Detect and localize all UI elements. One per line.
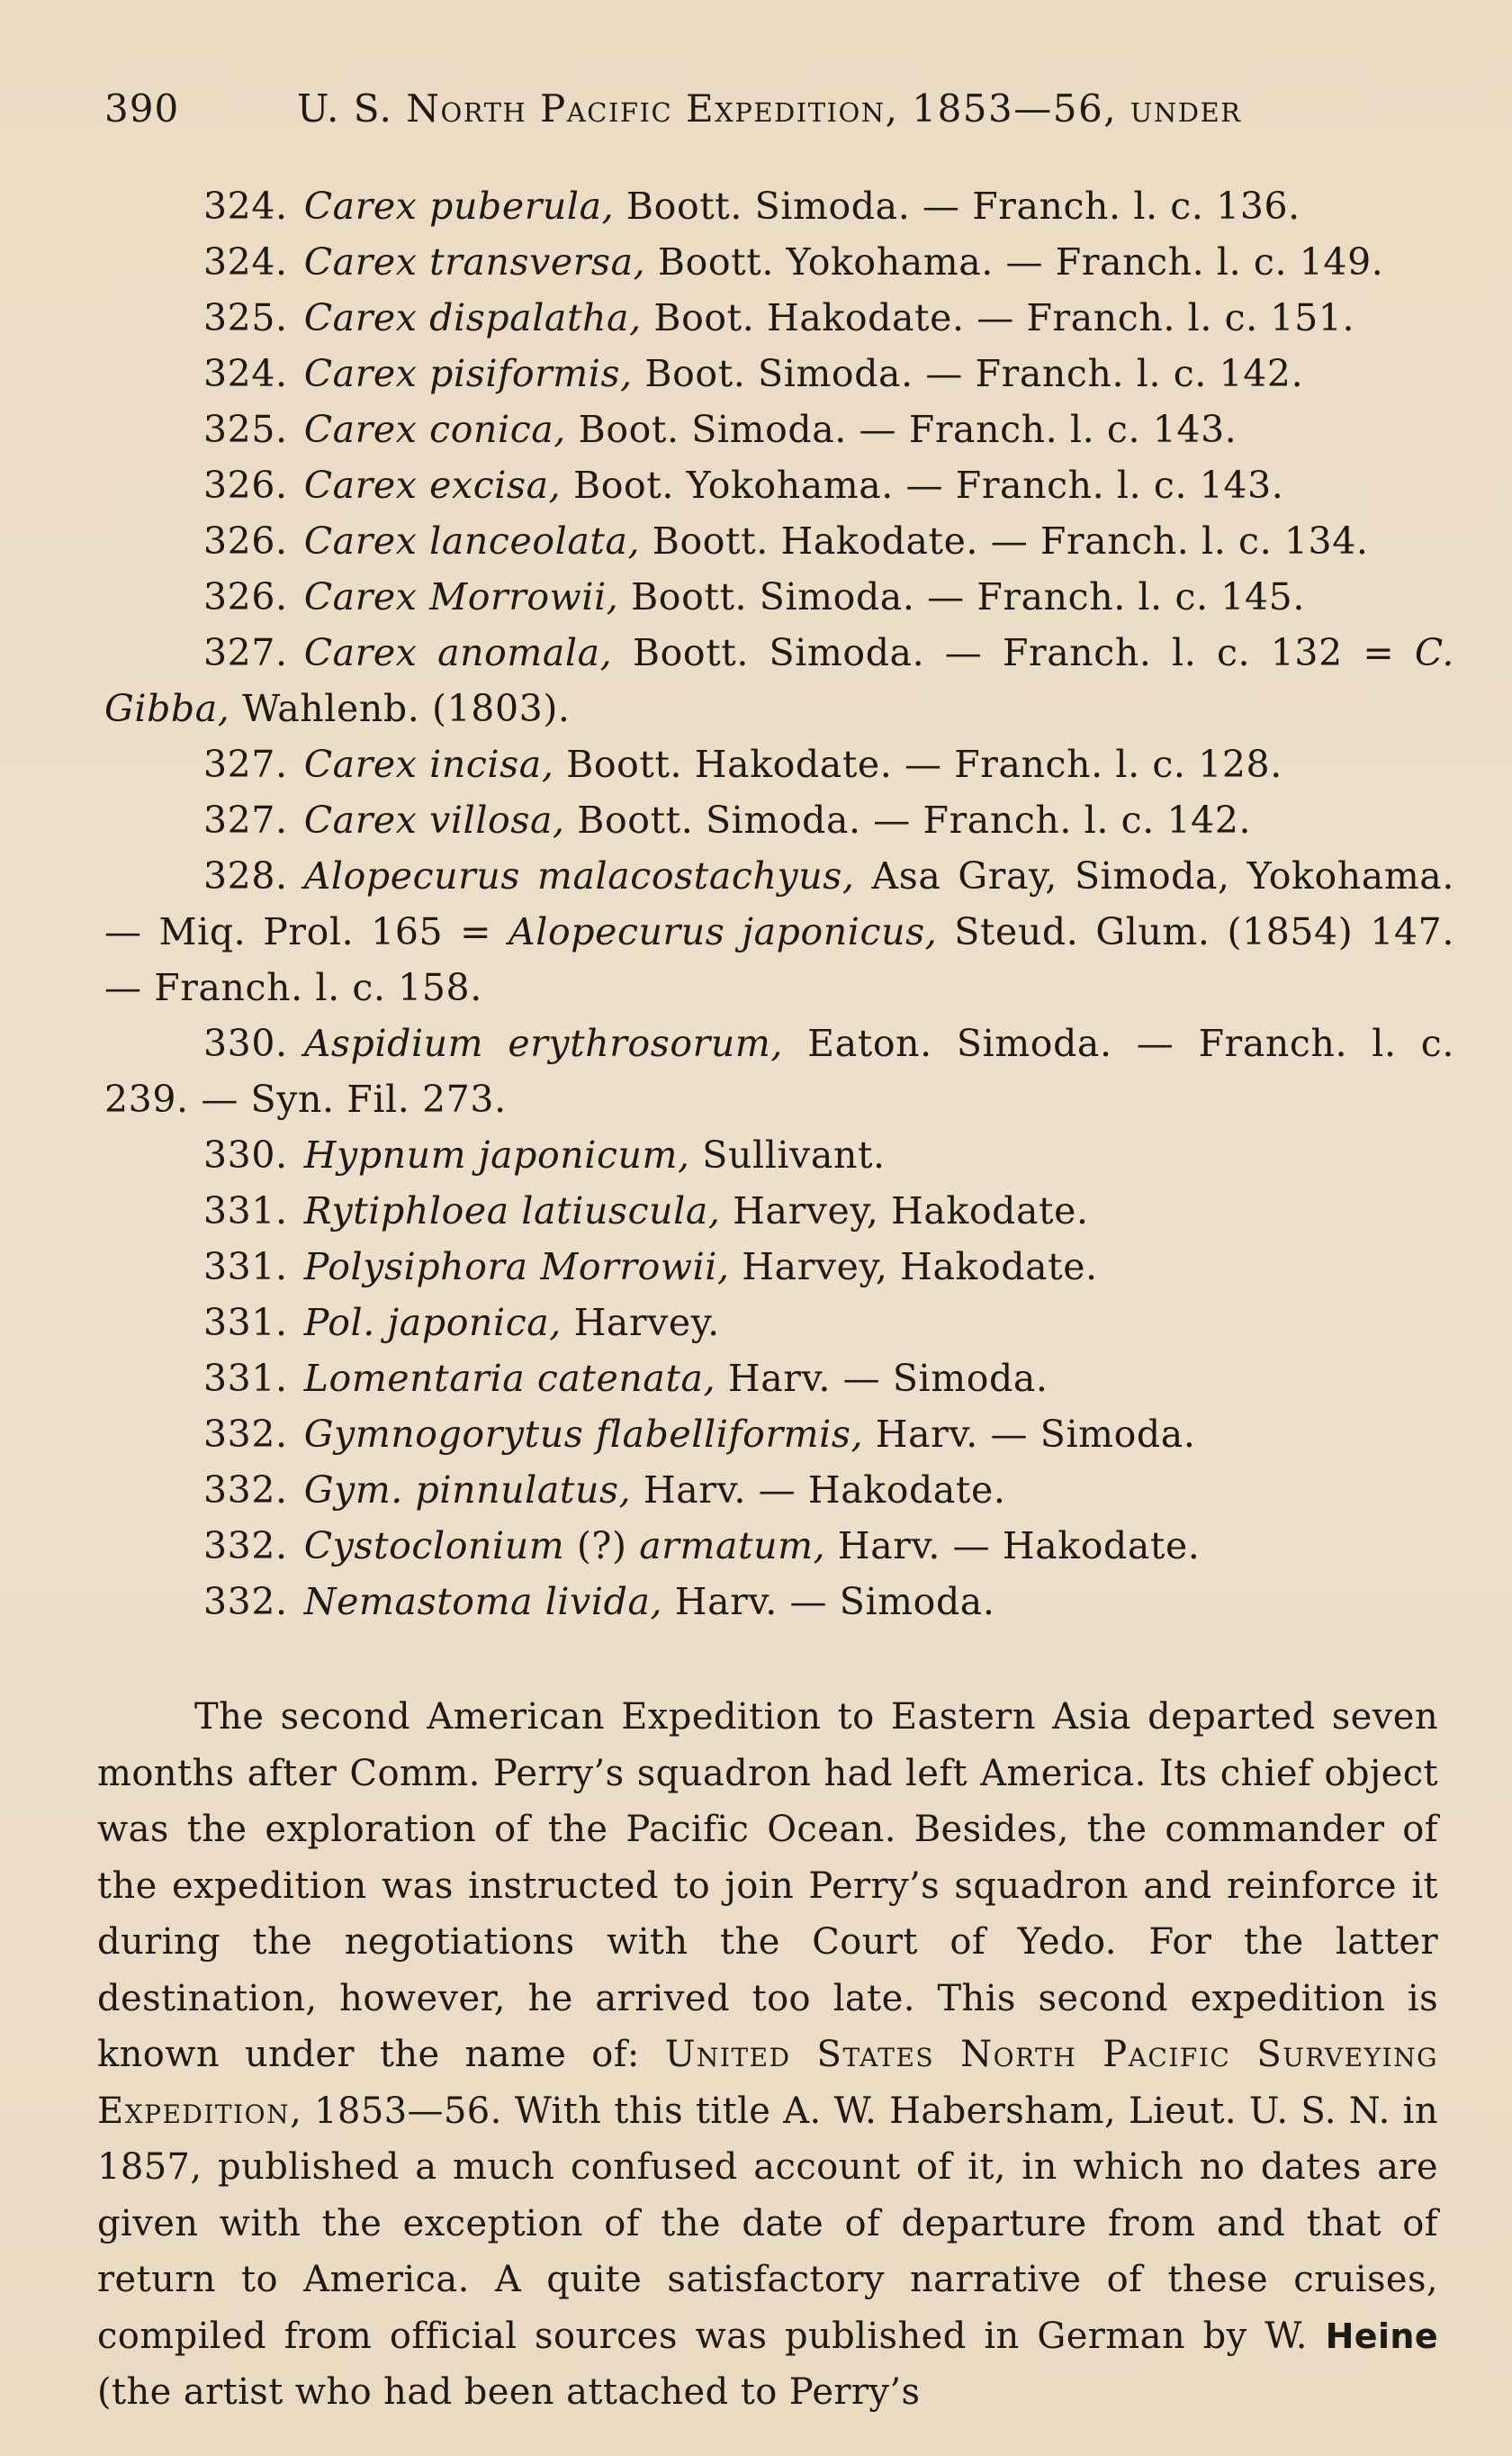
page-number: 390 — [104, 86, 180, 131]
entry-text: Harvey, Hakodate. — [720, 1189, 1089, 1233]
species-name: Gymnogorytus flabelliformis, — [303, 1413, 864, 1456]
entry-number: 326. — [203, 519, 288, 563]
entry-text: Boott. Simoda. — Franch. l. c. 132 = — [612, 631, 1415, 674]
entry-number: 331. — [203, 1189, 288, 1233]
species-name: Gym. pinnulatus, — [303, 1468, 632, 1512]
species-name: Lomentaria catenata, — [303, 1357, 716, 1400]
list-item — [104, 1350, 1454, 1406]
entry-number: 331. — [203, 1357, 288, 1400]
list-item — [104, 178, 1454, 234]
list-item — [104, 625, 1454, 736]
entry-text: Boott. Hakodate. — Franch. l. c. 134. — [640, 519, 1369, 563]
species-name: Carex excisa, — [303, 464, 562, 507]
species-name: Polysiphora Morrowii, — [303, 1245, 730, 1288]
paragraph-text-3: (the artist who had been attached to Perry’s — [97, 2371, 921, 2413]
body-paragraph — [97, 1689, 1438, 2421]
list-item — [104, 1295, 1454, 1350]
species-list — [104, 178, 1454, 1630]
species-name-secondary: armatum, — [639, 1524, 826, 1567]
list-item — [104, 234, 1454, 290]
entry-number: 332. — [203, 1524, 288, 1567]
entry-text: Harv. — Simoda. — [662, 1580, 995, 1623]
entry-text: Boot. Hakodate. — Franch. l. c. 151. — [641, 296, 1355, 339]
list-item — [104, 1183, 1454, 1239]
entry-number: 327. — [203, 631, 288, 674]
species-name: Carex dispalatha, — [303, 296, 642, 339]
entry-text: Harv. — Simoda. — [716, 1357, 1048, 1400]
entry-text: Boott. Hakodate. — Franch. l. c. 128. — [554, 743, 1282, 786]
entry-text: Sullivant. — [689, 1133, 886, 1177]
species-name: Rytiphloea latiuscula, — [303, 1189, 721, 1233]
list-item — [104, 1406, 1454, 1462]
entry-text: Harv. — Hakodate. — [631, 1468, 1006, 1512]
entry-number: 332. — [203, 1468, 288, 1512]
entry-text: Boott. Simoda. — Franch. l. c. 145. — [618, 575, 1305, 619]
entry-number: 326. — [203, 575, 288, 619]
entry-number: 328. — [203, 854, 288, 898]
entry-number: 326. — [203, 464, 288, 507]
entry-number: 330. — [203, 1022, 288, 1065]
species-name: Carex pisiformis, — [303, 352, 633, 395]
entry-text: Boot. Yokohama. — Franch. l. c. 143. — [561, 464, 1284, 507]
entry-number: 324. — [203, 240, 288, 284]
entry-number: 325. — [203, 408, 288, 451]
list-item — [104, 1016, 1454, 1127]
entry-number: 327. — [203, 799, 288, 842]
species-name: Hypnum japonicum, — [303, 1133, 690, 1177]
entry-text: Harv. — Simoda. — [863, 1413, 1196, 1456]
list-item — [104, 290, 1454, 346]
entry-text-secondary: Steud. Glum. (1854) 147. — Franch. l. c. 158. — [104, 910, 1454, 1009]
entry-number: 325. — [203, 296, 288, 339]
entry-text: Asa Gray, Simoda, Yokohama. — Miq. Prol. 165 = — [104, 854, 1454, 953]
species-name: Cystoclonium — [303, 1524, 565, 1567]
entry-number: 332. — [203, 1580, 288, 1623]
species-name: Carex incisa, — [303, 743, 554, 786]
paragraph-text-1: The second American Expedition to Eastern Asia departed seven months after Comm. Perry’s squadron had left America. Its chief object was the exploration of the Pacific Ocean. Besides, the commander of the expedition was instructed to join Perry’s squadron and reinforce it during the negotiations with the Court of Yedo. For the latter destination, however, he arrived too late. This second expedition is known under the name of: — [97, 1696, 1438, 2075]
list-item — [104, 1462, 1454, 1518]
entry-text: Boot. Simoda. — Franch. l. c. 142. — [632, 352, 1304, 395]
species-name: Carex lanceolata, — [303, 519, 641, 563]
entry-text: Boott. Yokohama. — Franch. l. c. 149. — [645, 240, 1384, 284]
species-name: Carex anomala, — [303, 631, 613, 674]
list-item — [104, 1239, 1454, 1295]
running-head: U. S. North Pacific Expedition, 1853—56, under — [297, 86, 1242, 131]
expedition-name: United States North Pacific Surveying Expedition — [97, 2034, 1438, 2132]
species-name-secondary: Alopecurus japonicus, — [508, 910, 938, 953]
species-name: Alopecurus malacostachyus, — [303, 854, 855, 898]
entry-text: Boot. Simoda. — Franch. l. c. 143. — [565, 408, 1238, 451]
entry-text: Harvey, Hakodate. — [729, 1245, 1098, 1288]
list-item — [104, 1518, 1454, 1574]
species-name: Carex puberula, — [303, 185, 615, 228]
species-name: Pol. japonica, — [303, 1301, 562, 1344]
page-header — [104, 86, 1440, 149]
list-item — [104, 1127, 1454, 1183]
entry-text-secondary: Harv. — Hakodate. — [825, 1524, 1201, 1567]
author-name: Heine — [1325, 2316, 1438, 2356]
species-name: Carex transversa, — [303, 240, 646, 284]
entry-number: 327. — [203, 743, 288, 786]
entry-text: Eaton. Simoda. — Franch. l. c. 239. — Syn. Fil. 273. — [104, 1022, 1454, 1121]
list-item — [104, 457, 1454, 513]
entry-text: Harvey. — [561, 1301, 720, 1344]
entry-text: Boott. Simoda. — Franch. l. c. 142. — [564, 799, 1252, 842]
list-item — [104, 346, 1454, 402]
species-name: Aspidium erythrosorum, — [303, 1022, 783, 1065]
entry-text-secondary: Wahlenb. (1803). — [230, 687, 571, 730]
entry-number: 331. — [203, 1245, 288, 1288]
paragraph-text-2: , 1853—56. With this title A. W. Habersham, Lieut. U. S. N. in 1857, published a much confused account of it, in which no dates are given with the exception of the date of departure from and that of return to America. A quite satisfactory narrative of these cruises, compiled from official sources was published in German by W. — [97, 2090, 1438, 2357]
species-name: Nemastoma livida, — [303, 1580, 663, 1623]
entry-number: 331. — [203, 1301, 288, 1344]
entry-number: 324. — [203, 352, 288, 395]
species-name: Carex conica, — [303, 408, 566, 451]
entry-text: Boott. Simoda. — Franch. l. c. 136. — [614, 185, 1300, 228]
entry-number: 324. — [203, 185, 288, 228]
list-item — [104, 848, 1454, 1016]
list-item — [104, 792, 1454, 848]
species-name: Carex Morrowii, — [303, 575, 619, 619]
list-item — [104, 736, 1454, 792]
list-item — [104, 569, 1454, 625]
entry-number: 332. — [203, 1413, 288, 1456]
entry-text: (?) — [564, 1524, 640, 1567]
list-item — [104, 402, 1454, 457]
list-item — [104, 1574, 1454, 1630]
entry-number: 330. — [203, 1133, 288, 1177]
species-name: Carex villosa, — [303, 799, 565, 842]
species-name-secondary: C. Gibba, — [104, 631, 1455, 730]
list-item — [104, 513, 1454, 569]
